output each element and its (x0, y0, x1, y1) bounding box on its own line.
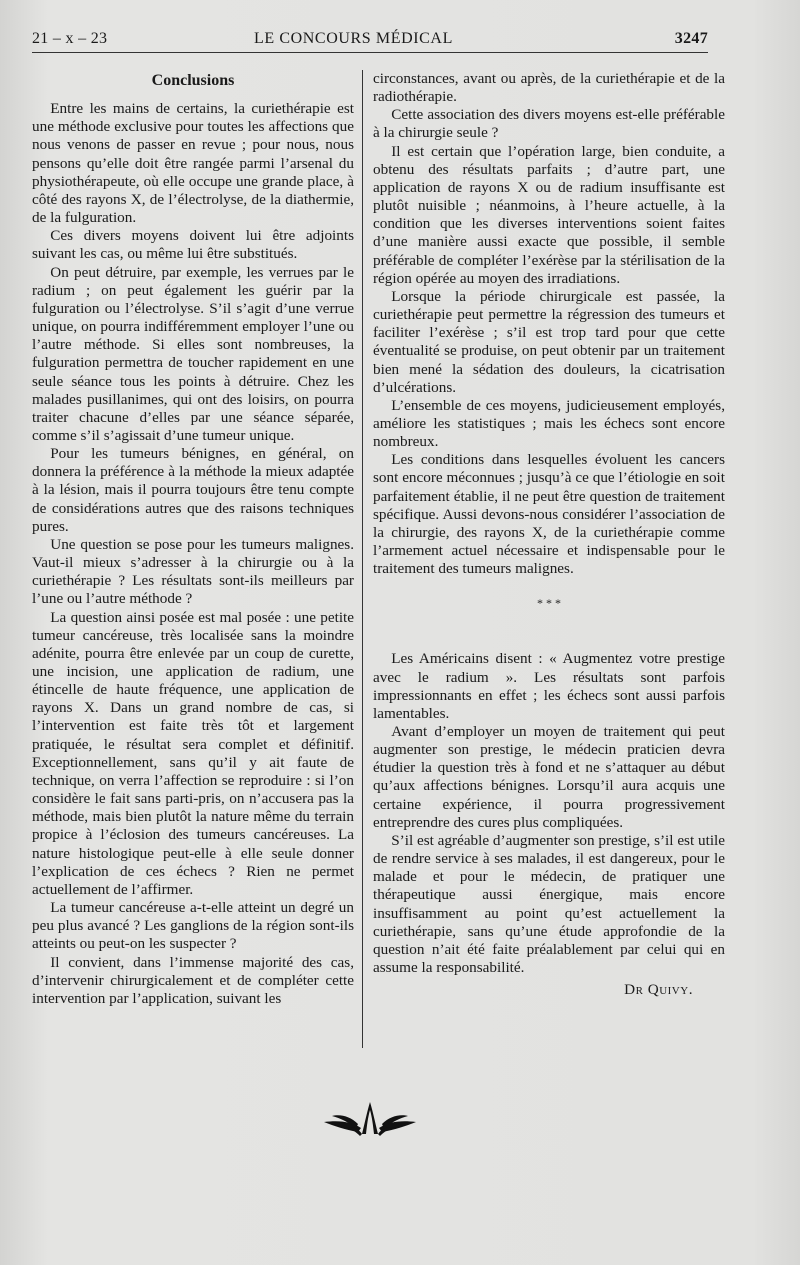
fleuron-ornament-icon (318, 1098, 422, 1138)
header-date: 21 – x – 23 (32, 30, 108, 47)
column-divider (362, 70, 363, 1048)
paragraph: La question ainsi posée est mal posée : une petite tumeur cancéreuse, très localisée sans la moindre adénite, pourra être enlevée par un coup de curette, une incision, une application de radium, une étincelle de haute fréquence, une application de rayons X. Dans un grand nombre de cas, si l’intervention est faite très tôt et largement pratiquée, le résultat sera complet et définitif. Exceptionnellement, sans qu’il y ait faute de technique, on verra l’affection se reproduire : si l’on considère le fait sans parti-pris, on n’accusera pas la méthode, mais bien plutôt la nature même du terrain propice à l’éclosion des tumeurs cancéreuses. La nature histologique peut-elle à elle seule donner l’explication de ces échecs ? Rien ne permet actuellement de l’affirmer. (32, 608, 354, 898)
page-number: 3247 (674, 30, 708, 47)
left-column (32, 70, 354, 1008)
paragraph: Il convient, dans l’immense majorité des cas, d’intervenir chirurgicalement et de compléter cette intervention par l’application, suivant les (32, 953, 354, 1007)
paragraph: Les Américains disent : « Augmentez votre prestige avec le radium ». Les résultats sont parfois impressionnants en effet ; les échecs sont aussi parfois lamentables. (373, 650, 725, 722)
asterism-text: * * * (537, 596, 561, 611)
running-header (32, 28, 708, 53)
paragraph: circonstances, avant ou après, de la curiethérapie et de la radiothérapie. (373, 70, 725, 106)
right-column (373, 70, 725, 999)
paragraph: Entre les mains de certains, la curiethérapie est une méthode exclusive pour toutes les affections que nous venons de passer en revue ; pour nous, nous pensons qu’elle doit être rangée parmi l’arsenal du physiothérapeute, où elle occupe une grande place, à côté des rayons X, de l’électrolyse, de la diathermie, de la fulguration. (32, 100, 354, 227)
journal-title: LE CONCOURS MÉDICAL (254, 30, 453, 47)
author-signature: Dr Quivy. (624, 981, 693, 999)
paragraph: Cette association des divers moyens est-elle préférable à la chirurgie seule ? (373, 106, 725, 142)
paragraph: Avant d’employer un moyen de traitement qui peut augmenter son prestige, le médecin praticien devra étudier la question très à fond et ne s’attaquer au début qu’aux affections bénignes. Lorsqu’il aura acquis une certaine expérience, il pourra progressivement entreprendre des cures plus compliquées. (373, 723, 725, 831)
paragraph: La tumeur cancéreuse a-t-elle atteint un degré un peu plus avancé ? Les ganglions de la région sont-ils atteints ou peut-on les suspecter ? (32, 899, 354, 953)
paragraph: S’il est agréable d’augmenter son prestige, s’il est utile de rendre service à ses malades, il est dangereux, pour le malade et pour le médecin, de pratiquer une thérapeutique aussi énergique, mais encore insuffisamment au point qu’est actuellement la curiethérapie, sans qu’une étude approfondie de la question n’ait été faite préalablement par celui qui en assume la responsabilité. (373, 831, 725, 977)
paragraph: Les conditions dans lesquelles évoluent les cancers sont encore méconnues ; jusqu’à ce que l’étiologie en soit parfaitement établie, il ne peut être question de traitement spécifique. Aussi devons-nous considérer l’association de la chirurgie, des rayons X, de la curiethérapie comme l’armement actuel nécessaire et indispensable pour le traitement des tumeurs malignes. (373, 451, 725, 578)
paragraph: Une question se pose pour les tumeurs malignes. Vaut-il mieux s’adresser à la chirurgie ou à la curiethérapie ? Les résultats sont-ils meilleurs par l’une ou l’autre méthode ? (32, 535, 354, 608)
paragraph: L’ensemble de ces moyens, judicieusement employés, améliore les statistiques ; mais les échecs sont encore nombreux. (373, 396, 725, 451)
paragraph: Il est certain que l’opération large, bien conduite, a obtenu des résultats parfaits ; d’autre part, une application de rayons X ou de radium insuffisante est plutôt nuisible ; néanmoins, à l’heure actuelle, à la condition que les diverses interventions soient faites d’une manière aussi exacte que possible, il semble préférable de compléter l’exérèse par la stérilisation de la région opérée au moyen des irradiations. (373, 142, 725, 287)
section-title: Conclusions (151, 72, 235, 89)
asterism-separator (373, 598, 725, 628)
paragraph: Lorsque la période chirurgicale est passée, la curiethérapie peut permettre la régression des tumeurs et faciliter l’exérèse ; s’il est trop tard pour que cette éventualité se produise, on peut obtenir par un traitement bien mené la sédation des douleurs, la cicatrisation d’ulcérations. (373, 287, 725, 396)
paragraph: On peut détruire, par exemple, les verrues par le radium ; on peut également les guérir par la fulguration ou l’électrolyse. S’il s’agit d’une verrue unique, on pourra indifféremment employer l’une ou l’autre méthode. Si elles sont nombreuses, la fulguration permettra de toucher rapidement en une seule séance tous les points à détruire. Chez les malades pusillanimes, qui ont des loisirs, on pourra traiter chacune d’elles par une séance séparée, comme s’il s’agissait d’une tumeur unique. (32, 263, 354, 444)
paragraph: Pour les tumeurs bénignes, en général, on donnera la préférence à la méthode la mieux adaptée à la lésion, mais il pourra toujours être tenu compte de considérations autres que des raisons techniques pures. (32, 445, 354, 535)
paragraph: Ces divers moyens doivent lui être adjoints suivant les cas, ou même lui être substitués. (32, 227, 354, 263)
